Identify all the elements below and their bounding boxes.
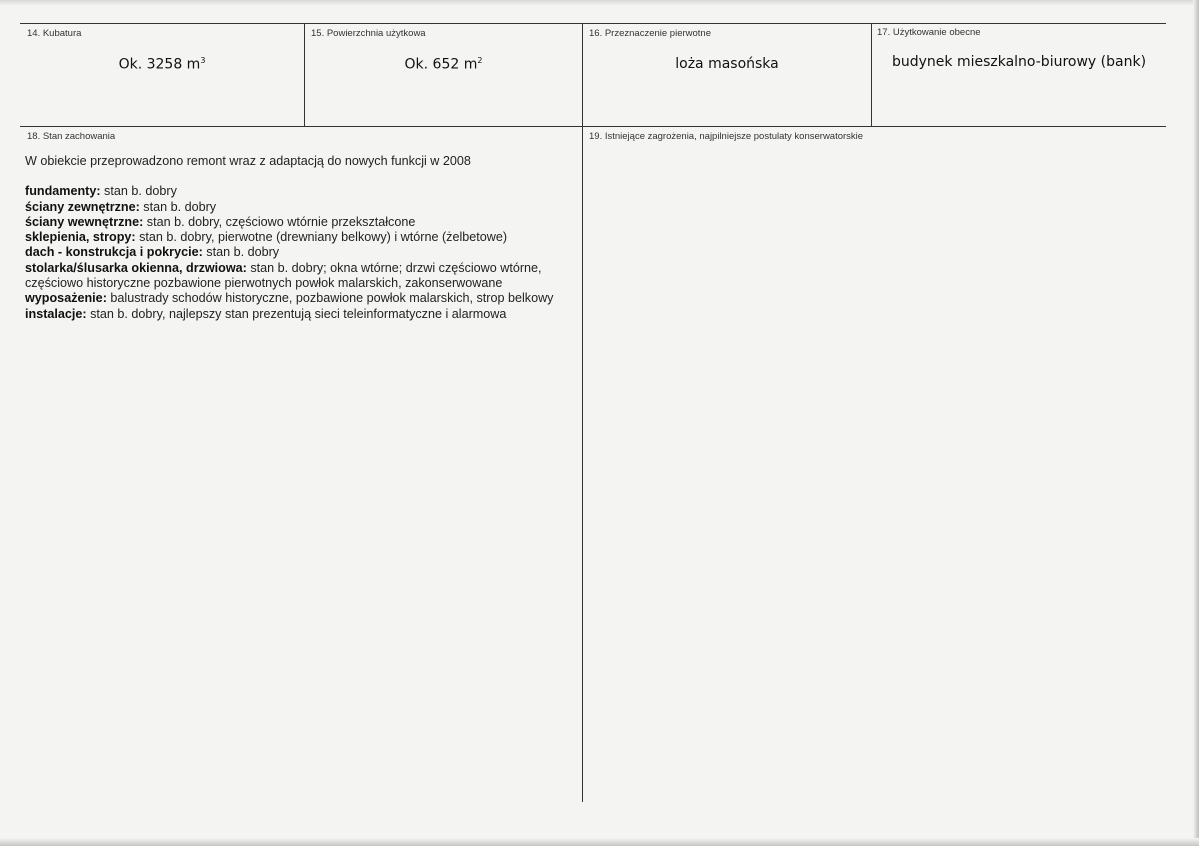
- condition-text: stan b. dobry, najlepszy stan prezentują sieci teleinformatyczne i alarmowa: [86, 306, 507, 321]
- condition-key: wyposażenie:: [25, 291, 107, 306]
- scan-edge-right: [1193, 0, 1199, 846]
- scan-edge-bottom: [0, 838, 1199, 846]
- condition-row-installations: [25, 307, 577, 322]
- divider-18-19: [582, 127, 583, 802]
- condition-row-furnishings: [25, 291, 577, 306]
- condition-row-interior-walls: [25, 215, 577, 230]
- divider-14-15: [304, 23, 305, 127]
- condition-key: sklepienia, stropy:: [25, 230, 136, 245]
- condition-key: instalacje:: [25, 306, 87, 321]
- condition-text: stan b. dobry; okna wtórne; drzwi częściowo wtórne, częściowo historyczne pozbawione pierwotnych powłok malarskich, zakonserwowane: [25, 260, 542, 291]
- condition-description: [25, 154, 577, 322]
- field-17-label: 17. Użytkowanie obecne: [877, 27, 981, 38]
- condition-row-vaults-ceilings: [25, 230, 577, 245]
- condition-key: fundamenty:: [25, 184, 101, 199]
- condition-row-exterior-walls: [25, 200, 577, 215]
- condition-row-roof: [25, 245, 577, 260]
- field-19-label: 19. Istniejące zagrożenia, najpilniejsze postulaty konserwatorskie: [589, 131, 864, 142]
- condition-text: stan b. dobry: [139, 199, 217, 214]
- condition-text: stan b. dobry, pierwotne (drewniany belkowy) i wtórne (żelbetowe): [135, 230, 508, 245]
- divider-16-17: [871, 23, 872, 127]
- condition-row-foundations: [25, 184, 577, 199]
- condition-key: ściany zewnętrzne:: [25, 199, 140, 214]
- condition-intro: W obiekcie przeprowadzono remont wraz z adaptacją do nowych funkcji w 2008: [25, 154, 471, 168]
- field-15-value: [305, 56, 582, 73]
- field-14-label: 14. Kubatura: [27, 28, 82, 39]
- field-15-label: 15. Powierzchnia użytkowa: [311, 28, 426, 39]
- field-18-label: 18. Stan zachowania: [27, 131, 116, 142]
- field-16-value: loża masońska: [675, 56, 779, 72]
- middle-rule: [20, 126, 1166, 127]
- condition-row-joinery: [25, 261, 577, 292]
- condition-text: stan b. dobry: [202, 245, 280, 260]
- top-rule: [20, 23, 1166, 24]
- field-17-value: budynek mieszkalno-biurowy (bank): [891, 54, 1147, 70]
- condition-text: stan b. dobry: [100, 184, 177, 199]
- field-14-unit-exponent: 3: [200, 56, 206, 65]
- field-16-label: 16. Przeznaczenie pierwotne: [589, 28, 711, 39]
- condition-key: stolarka/ślusarka okienna, drzwiowa:: [25, 260, 247, 275]
- condition-key: ściany wewnętrzne:: [25, 214, 144, 229]
- condition-text: balustrady schodów historyczne, pozbawione powłok malarskich, strop belkowy: [106, 291, 554, 306]
- scan-edge-top: [0, 0, 1199, 6]
- field-14-value: [20, 56, 304, 73]
- field-15-unit-exponent: 2: [477, 56, 483, 65]
- field-14-value-text: Ok. 3258 m: [118, 56, 201, 73]
- field-15-value-text: Ok. 652 m: [404, 56, 478, 73]
- condition-key: dach - konstrukcja i pokrycie:: [25, 245, 203, 260]
- condition-text: stan b. dobry, częściowo wtórnie przekształcone: [143, 214, 416, 229]
- divider-15-16: [582, 23, 583, 127]
